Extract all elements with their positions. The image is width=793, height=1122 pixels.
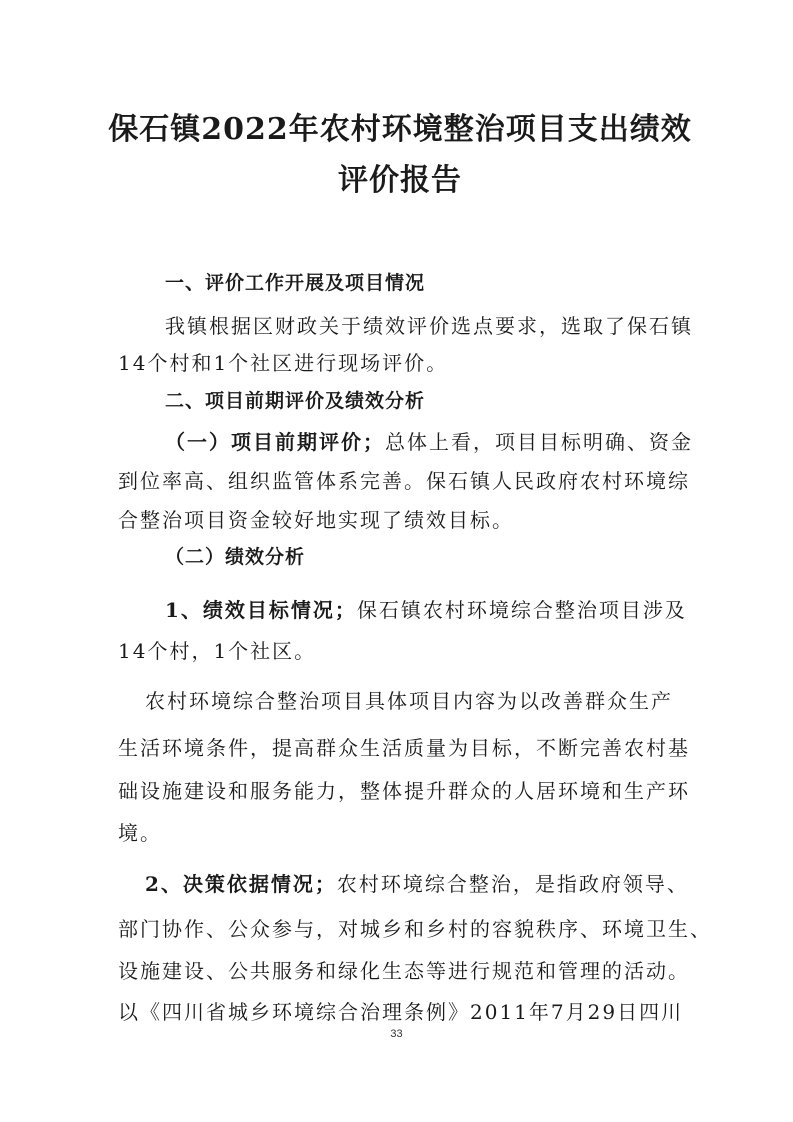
- paragraph-text: 总体上看，项目目标明确、资金: [385, 430, 693, 454]
- paragraph-line: 础设施建设和服务能力，整体提升群众的人居环境和生产环: [118, 779, 690, 803]
- section-heading-2: 二、项目前期评价及绩效分析: [165, 390, 426, 412]
- section-heading-1: 一、评价工作开展及项目情况: [165, 272, 426, 294]
- paragraph-line: 生活环境条件，提高群众生活质量为目标，不断完善农村基: [118, 736, 690, 760]
- paragraph-line: 以《四川省城乡环境综合治理条例》2011年7月29日四川: [118, 1000, 684, 1024]
- paragraph-line: 我镇根据区财政关于绩效评价选点要求，选取了保石镇: [165, 314, 693, 338]
- paragraph-text: 保石镇农村环境综合整治项目涉及: [356, 598, 687, 622]
- paragraph-line: 境。: [118, 821, 162, 845]
- paragraph-line: 设施建设、公共服务和绿化生态等进行规范和管理的活动。: [118, 959, 690, 983]
- paragraph-line: 14个村，1个社区。: [118, 639, 317, 663]
- paragraph-line: 到位率高、组织监管体系完善。保石镇人民政府农村环境综: [118, 469, 690, 493]
- item-lead: 1、绩效目标情况；: [165, 598, 357, 622]
- paragraph-line: 农村环境综合整治项目具体项目内容为以改善群众生产: [145, 689, 673, 713]
- item-lead: 2、决策依据情况；: [145, 872, 337, 896]
- subsection-heading: （二）绩效分析: [165, 546, 306, 568]
- paragraph-line: 部门协作、公众参与，对城乡和乡村的容貌秩序、环境卫生、: [118, 917, 712, 941]
- paragraph-line: [165, 594, 687, 623]
- paragraph-line: [165, 426, 693, 455]
- paragraph-line: 合整治项目资金较好地实现了绩效目标。: [118, 508, 514, 532]
- paragraph-text: 农村环境综合整治，是指政府领导、: [336, 872, 689, 896]
- report-title-line1: 保石镇2022年农村环境整治项目支出绩效: [108, 112, 692, 147]
- page-number: 33: [390, 1028, 403, 1040]
- paragraph-line: 14个村和1个社区进行现场评价。: [118, 351, 449, 375]
- subsection-lead: （一）项目前期评价；: [165, 430, 385, 454]
- report-title-line2: 评价报告: [338, 163, 462, 198]
- paragraph-line: [145, 868, 689, 897]
